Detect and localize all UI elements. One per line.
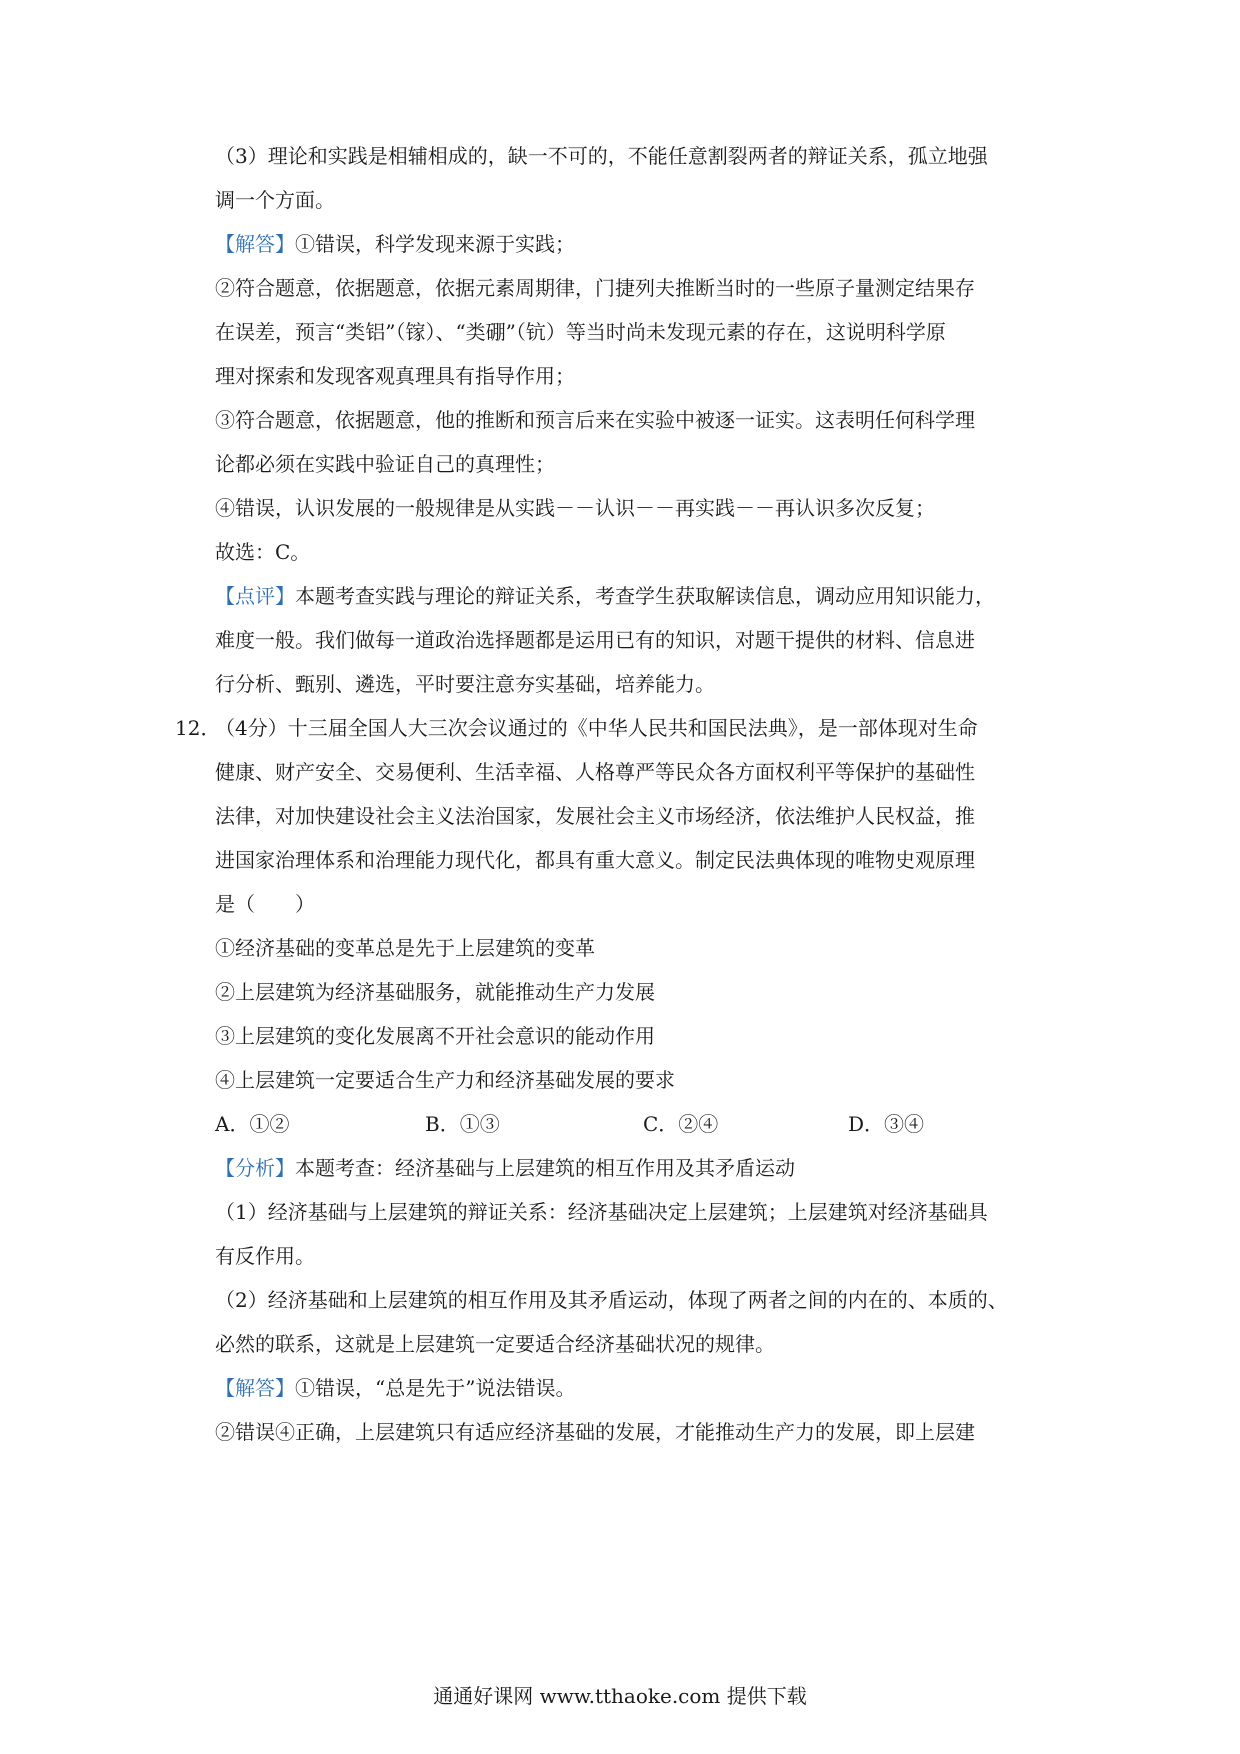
answer-tag: 【解答】: [215, 232, 295, 256]
option-a[interactable]: A．①②: [215, 1112, 290, 1136]
question-stem-line-3: 法律，对加快建设社会主义法治国家，发展社会主义市场经济，依法维护人民权益，推: [215, 804, 975, 828]
question-stem-line-2: 健康、财产安全、交易便利、生活幸福、人格尊严等民众各方面权利平等保护的基础性: [215, 760, 975, 784]
statement-1: ①经济基础的变革总是先于上层建筑的变革: [215, 936, 595, 960]
option-c[interactable]: C．②④: [643, 1112, 719, 1136]
answer-2-line-2: 在误差，预言“类铝”（镓）、“类硼”（钪）等当时尚未发现元素的存在，这说明科学原: [215, 320, 946, 344]
answer-4: ④错误，认识发展的一般规律是从实践－－认识－－再实践－－再认识多次反复；: [215, 496, 935, 520]
answer-3-line-2: 论都必须在实践中验证自己的真理性；: [215, 452, 555, 476]
question-stem-line-5: 是（ ）: [215, 892, 315, 916]
comment-tag: 【点评】: [215, 584, 295, 608]
choice: 故选：C。: [215, 540, 311, 564]
comment-line-2: 难度一般。我们做每一道政治选择题都是运用已有的知识，对题干提供的材料、信息进: [215, 628, 975, 652]
statement-4: ④上层建筑一定要适合生产力和经济基础发展的要求: [215, 1068, 675, 1092]
question-stem-line-4: 进国家治理体系和治理能力现代化，都具有重大意义。制定民法典体现的唯物史观原理: [215, 848, 975, 872]
analysis-2-line-2: 必然的联系，这就是上层建筑一定要适合经济基础状况的规律。: [215, 1332, 775, 1356]
analysis-tag: 【分析】: [215, 1156, 295, 1180]
option-d[interactable]: D．③④: [848, 1112, 925, 1136]
statement-3: ③上层建筑的变化发展离不开社会意识的能动作用: [215, 1024, 655, 1048]
statement-2: ②上层建筑为经济基础服务，就能推动生产力发展: [215, 980, 655, 1004]
answer-2-line-3: 理对探索和发现客观真理具有指导作用；: [215, 364, 575, 388]
q12-answer-1: [215, 1374, 1055, 1402]
question-number: 12．: [175, 716, 221, 740]
analysis-1-line-2: 有反作用。: [215, 1244, 315, 1268]
analysis-intro: [215, 1154, 1055, 1182]
analysis-intro-text: 本题考查：经济基础与上层建筑的相互作用及其矛盾运动: [295, 1156, 795, 1180]
comment-line-3: 行分析、甄别、遴选，平时要注意夯实基础，培养能力。: [215, 672, 715, 696]
footer-text: 通通好课网 www.tthaoke.com 提供下载: [433, 1684, 807, 1708]
answer-3-line-1: ③符合题意，依据题意，他的推断和预言后来在实验中被逐一证实。这表明任何科学理: [215, 408, 975, 432]
q12-answer-1-text: ①错误，“总是先于”说法错误。: [295, 1376, 576, 1400]
comment-line-1: [215, 582, 1055, 610]
q12-answer-tag: 【解答】: [215, 1376, 295, 1400]
q12-answer-2-line-1: ②错误④正确，上层建筑只有适应经济基础的发展，才能推动生产力的发展，即上层建: [215, 1420, 975, 1444]
answer-2-line-1: ②符合题意，依据题意，依据元素周期律，门捷列夫推断当时的一些原子量测定结果存: [215, 276, 975, 300]
question-stem-line-1: （4分）十三届全国人大三次会议通过的《中华人民共和国民法典》，是一部体现对生命: [215, 716, 978, 740]
analysis-point-3-line-2: 调一个方面。: [215, 188, 335, 212]
comment-line-1-text: 本题考查实践与理论的辩证关系，考查学生获取解读信息，调动应用知识能力，: [295, 584, 995, 608]
option-b[interactable]: B．①③: [425, 1112, 500, 1136]
analysis-point-3-line-1: （3）理论和实践是相辅相成的，缺一不可的，不能任意割裂两者的辩证关系，孤立地强: [215, 144, 988, 168]
answer-1: [215, 230, 1055, 258]
analysis-2-line-1: （2）经济基础和上层建筑的相互作用及其矛盾运动，体现了两者之间的内在的、本质的、: [215, 1288, 1008, 1312]
answer-1-text: ①错误，科学发现来源于实践；: [295, 232, 575, 256]
analysis-1-line-1: （1）经济基础与上层建筑的辩证关系：经济基础决定上层建筑；上层建筑对经济基础具: [215, 1200, 988, 1224]
